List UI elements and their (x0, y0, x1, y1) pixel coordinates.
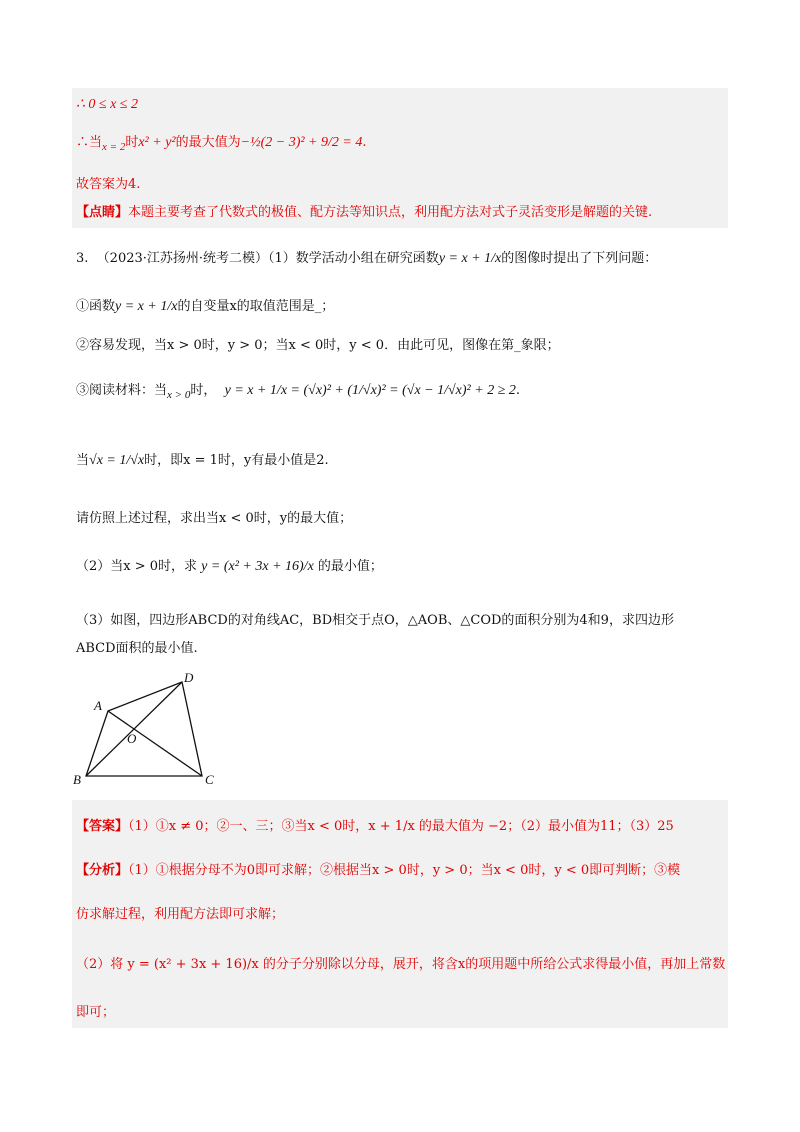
question-q2: ②容易发现，当x > 0时，y > 0；当x < 0时，y < 0．由此可见，图像在第_象限； (76, 338, 560, 353)
figure-label-a: A (94, 698, 102, 713)
solution-line-1: ∴ 0 ≤ x ≤ 2 (76, 97, 138, 112)
question-q1: ①函数y = x + 1/x的自变量x的取值范围是_； (76, 299, 335, 314)
answer-tag: 【答案】 (76, 819, 129, 834)
diagonal-bd (86, 682, 182, 776)
comment-line: 【点睛】本题主要考查了代数式的极值、配方法等知识点，利用配方法对式子灵活变形是解题的关键. (76, 205, 653, 220)
question-part3-line1: （3）如图，四边形ABCD的对角线AC，BD相交于点O，△AOB、△COD的面积分别为4和9，求四边形 (76, 613, 674, 628)
diagonal-ac (108, 711, 202, 776)
quadrilateral-figure (70, 668, 220, 788)
solution-line-3: 故答案为4. (76, 177, 141, 192)
figure-label-o: O (127, 731, 137, 746)
answer-line: 【答案】（1）①x ≠ 0；②一、三；③当x < 0时，x + 1/x 的最大值为 −2；（2）最小值为11；（3）25 (76, 819, 674, 834)
figure-label-c: C (205, 772, 214, 787)
solution-line-2: ∴当$_{x = 2}$时x² + y²的最大值为−½(2 − 3)² + 9/2 = 4. (76, 135, 367, 153)
question-q3c: 请仿照上述过程，求出当x < 0时，y的最大值； (76, 511, 353, 526)
question-part3-line2: ABCD面积的最小值. (76, 641, 198, 656)
figure-label-b: B (73, 772, 81, 787)
figure-label-d: D (184, 670, 194, 685)
analysis-line-2: 仿求解过程，利用配方法即可求解； (76, 907, 285, 922)
analysis-line-4: 即可； (76, 1005, 116, 1020)
question-q3: ③阅读材料：当$_{x > 0}$时， y = x + 1/x = (√x)² + (1/√x)² = (√x − 1/√x)² + 2 ≥ 2. (76, 383, 521, 401)
analysis-tag: 【分析】 (76, 863, 129, 878)
analysis-line-3: （2）将 y = (x² + 3x + 16)/x 的分子分别除以分母，展开，将含x的项用题中所给公式求得最小值，再加上常数 (76, 957, 726, 972)
question-q3b: 当√x = 1/√x时，即x = 1时，y有最小值是2. (76, 453, 329, 468)
question-header: 3. （2023·江苏扬州·统考二模）（1）数学活动小组在研究函数y = x + 1/x的图像时提出了下列问题： (76, 251, 658, 266)
analysis-line-1: 【分析】（1）①根据分母不为0即可求解；②根据当x > 0时，y > 0；当x < 0时，y < 0即可判断；③模 (76, 863, 681, 878)
comment-tag: 【点睛】 (76, 205, 129, 220)
quadrilateral-abcd (86, 682, 202, 776)
question-part2: （2）当x > 0时，求 y = (x² + 3x + 16)/x 的最小值； (76, 559, 383, 574)
